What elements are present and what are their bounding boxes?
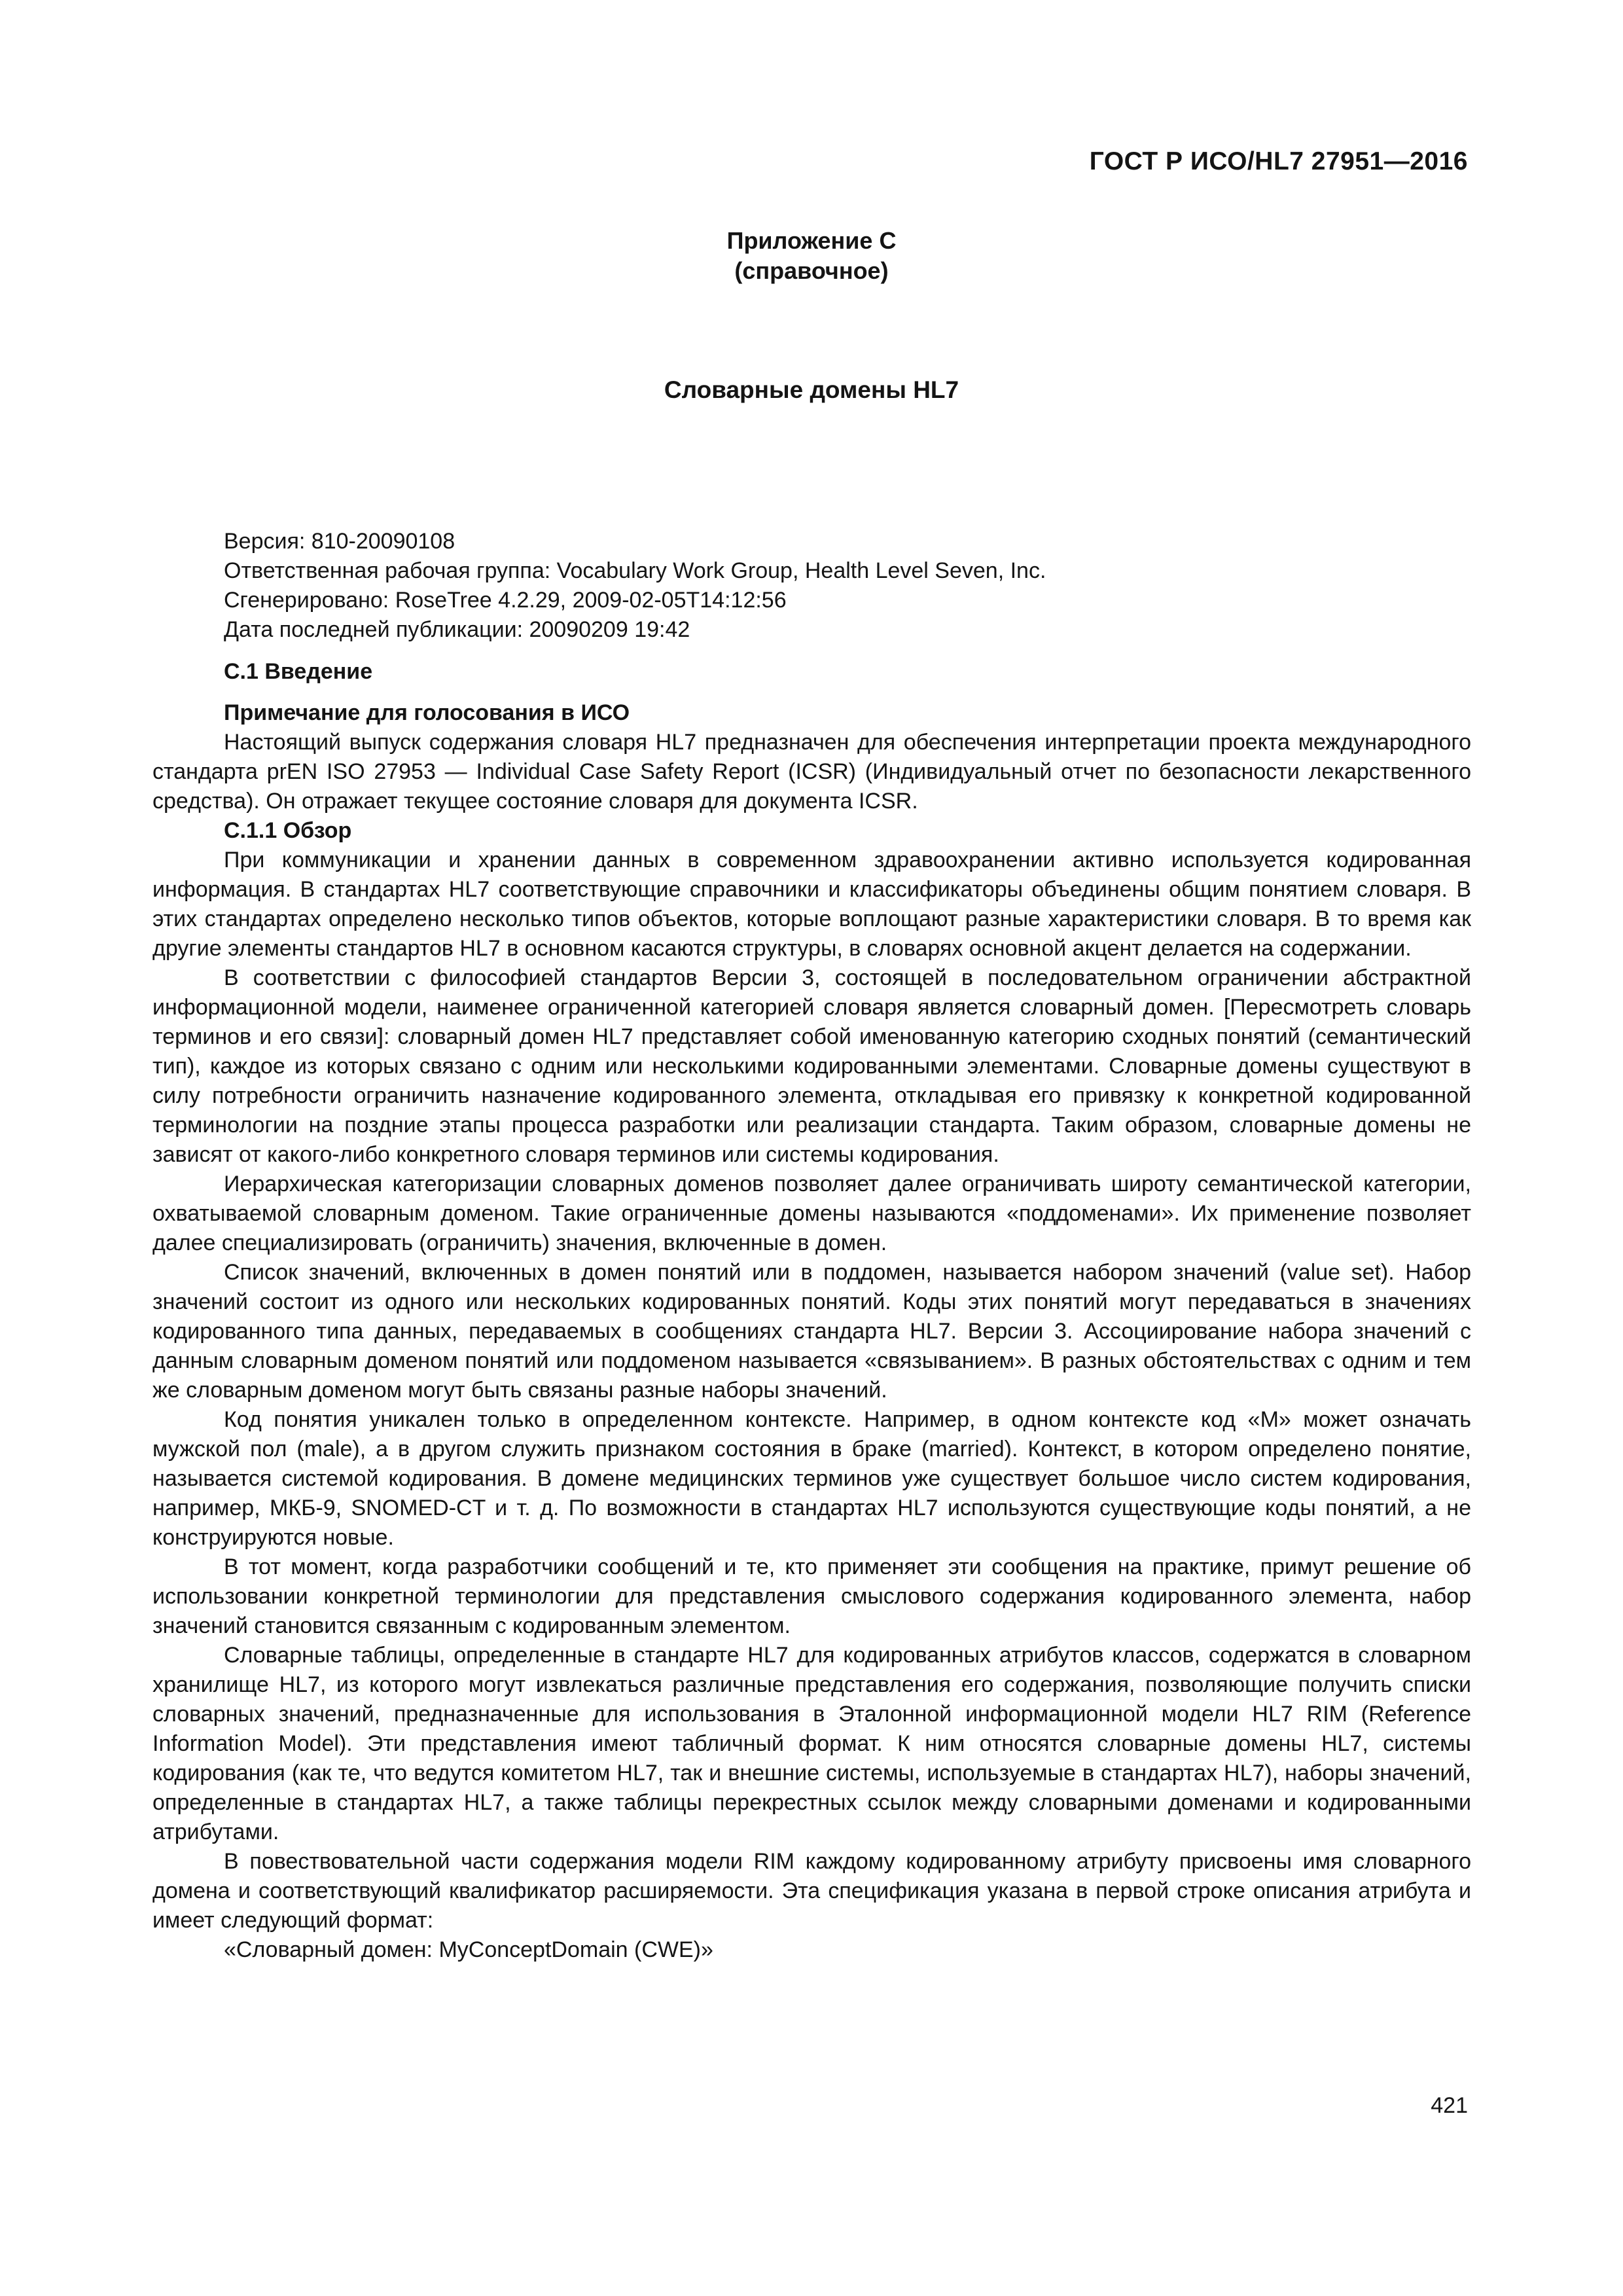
appendix-header	[0, 226, 1623, 286]
ballot-note-heading: Примечание для голосования в ИСО	[224, 700, 630, 725]
document-code: ГОСТ Р ИСО/HL7 27951—2016	[1089, 147, 1468, 175]
paragraph: Код понятия уникален только в определенном контексте. Например, в одном контексте код «М» может означать мужской пол (male), а в другом служить признаком состояния в браке (married). Контекст, в котором определено понятие, называется системой кодирования. В домене медицинских терминов уже существует большое число систем кодирования, например, МКБ-9, SNOMED-CT и т. д. По возможности в стандартах HL7 используются существующие коды понятий, а не конструируются новые.	[152, 1407, 1471, 1550]
meta-generated: Сгенерировано: RoseTree 4.2.29, 2009-02-05T14:12:56	[224, 588, 787, 613]
paragraph: Иерархическая категоризации словарных доменов позволяет далее ограничивать широту семантической категории, охватываемой словарным доменом. Такие ограниченные домены называются «поддоменами». Их применение позволяет далее специализировать (ограничить) значения, включенные в домен.	[152, 1172, 1471, 1255]
meta-published: Дата последней публикации: 20090209 19:42	[224, 617, 690, 642]
meta-version: Версия: 810-20090108	[224, 529, 455, 554]
paragraph: Список значений, включенных в домен понятий или в поддомен, называется набором значений (value set). Набор значений состоит из одного или нескольких кодированных понятий. Коды этих понятий могут передаваться в значениях кодированного типа данных, передаваемых в сообщениях стандарта HL7. Версии 3. Ассоциирование набора значений с данным словарным доменом понятий или поддоменом называется «связыванием». В разных обстоятельствах с одним и тем же словарным доменом могут быть связаны разные наборы значений.	[152, 1260, 1471, 1403]
page-number: 421	[1431, 2093, 1468, 2118]
paragraph: В тот момент, когда разработчики сообщений и те, кто применяет эти сообщения на практике, примут решение об использовании конкретной терминологии для представления смыслового содержания кодированного элемента, набор значений становится связанным с кодированным элементом.	[152, 1554, 1471, 1638]
format-example: «Словарный домен: MyConceptDomain (CWE)»	[224, 1937, 713, 1962]
metadata-block	[224, 527, 1046, 645]
meta-working-group: Ответственная рабочая группа: Vocabulary Work Group, Health Level Seven, Inc.	[224, 558, 1046, 583]
ballot-note-text: Настоящий выпуск содержания словаря HL7 предназначен для обеспечения интерпретации проекта международного стандарта prEN ISO 27953 — Individual Case Safety Report (ICSR) (Индивидуальный отчет по безопасности лекарственного средства). Он отражает текущее состояние словаря для документа ICSR.	[152, 730, 1471, 814]
paragraph: В соответствии с философией стандартов Версии 3, состоящей в последовательном ограничении абстрактной информационной модели, наименее ограниченной категорией словаря является словарный домен. [Пересмотреть словарь терминов и его связи]: словарный домен HL7 представляет собой именованную категорию сходных понятий (семантический тип), каждое из которых связано с одним или несколькими кодированными элементами. Словарные домены существуют в силу потребности ограничить назначение кодированного элемента, откладывая его привязку к конкретной кодированной терминологии на поздние этапы процесса разработки или реализации стандарта. Таким образом, словарные домены не зависят от какого-либо конкретного словаря терминов или системы кодирования.	[152, 965, 1471, 1167]
appendix-label: Приложение С	[726, 227, 897, 254]
body-content	[152, 657, 1471, 1965]
paragraph: Словарные таблицы, определенные в стандарте HL7 для кодированных атрибутов классов, содержатся в словарном хранилище HL7, из которого могут извлекаться различные представления его содержания, позволяющие получить списки словарных значений, предназначенные для использования в Эталонной информационной модели HL7 RIM (Reference Information Model). Эти представления имеют табличный формат. К ним относятся словарные домены HL7, системы кодирования (как те, что ведутся комитетом HL7, так и внешние системы, используемые в стандартах HL7), наборы значений, определенные в стандартах HL7, а также таблицы перекрестных ссылок между словарными доменами и кодированными атрибутами.	[152, 1643, 1471, 1844]
paragraph: При коммуникации и хранении данных в современном здравоохранении активно используется кодированная информация. В стандартах HL7 соответствующие справочники и классификаторы объединены общим понятием словаря. В этих стандартах определено несколько типов объектов, которые воплощают разные характеристики словаря. В то время как другие элементы стандартов HL7 в основном касаются структуры, в словарях основной акцент делается на содержании.	[152, 848, 1471, 961]
appendix-type: (справочное)	[734, 257, 889, 284]
section-heading-intro: С.1 Введение	[224, 659, 373, 684]
section-heading-overview: С.1.1 Обзор	[224, 818, 352, 843]
paragraph: В повествовательной части содержания модели RIM каждому кодированному атрибуту присвоены имя словарного домена и соответствующий квалификатор расширяемости. Эта спецификация указана в первой строке описания атрибута и имеет следующий формат:	[152, 1849, 1471, 1933]
appendix-title: Словарные домены HL7	[664, 376, 959, 403]
